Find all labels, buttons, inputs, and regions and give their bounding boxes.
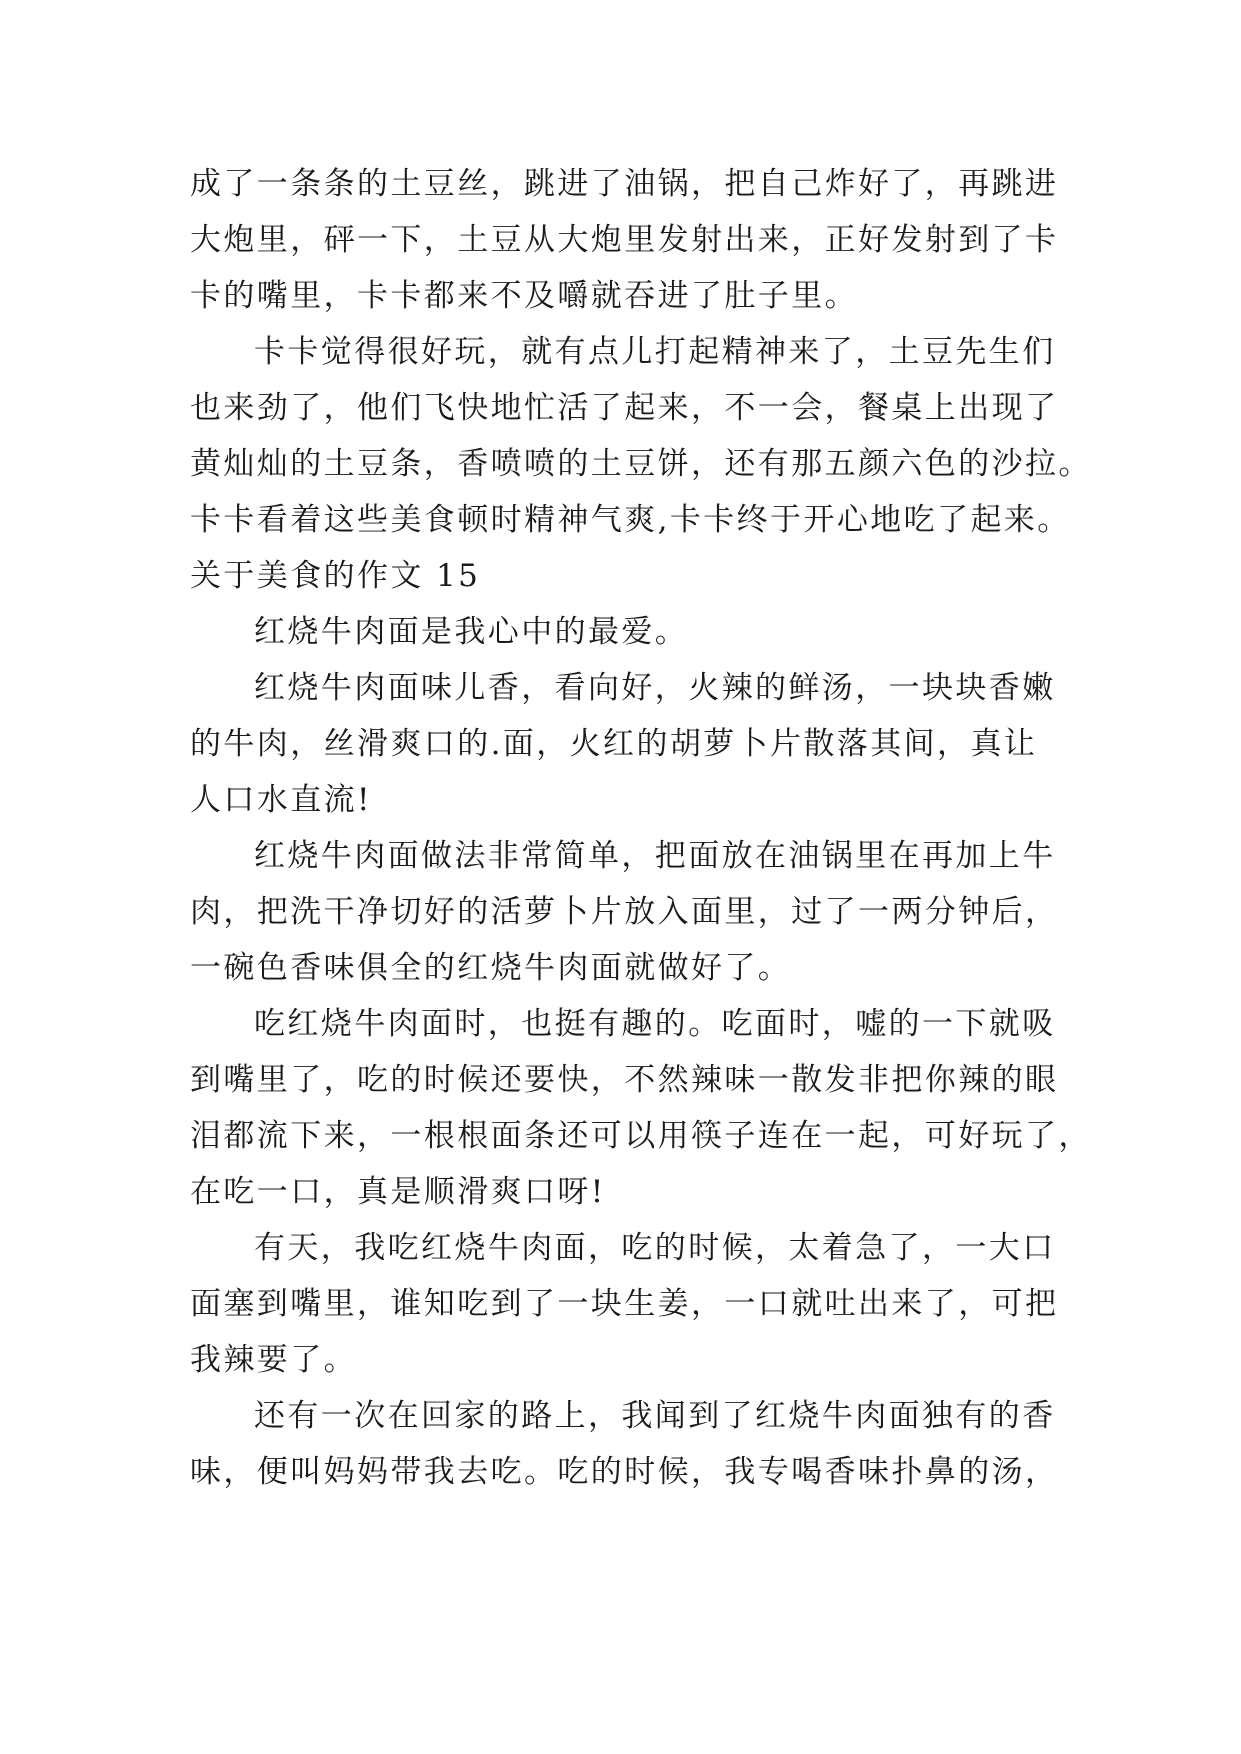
text-line: 卡的嘴里，卡卡都来不及嚼就吞进了肚子里。 <box>190 278 858 314</box>
text-line: 一碗色香味俱全的红烧牛肉面就做好了。 <box>190 950 792 986</box>
section-heading: 关于美食的作文 15 <box>190 558 481 594</box>
text-line: 卡卡看着这些美食顿时精神气爽,卡卡终于开心地吃了起来。 <box>190 502 1071 538</box>
text-line: 也来劲了，他们飞快地忙活了起来，不一会，餐桌上出现了 <box>190 390 1059 426</box>
paragraph-first-line: 红烧牛肉面是我心中的最爱。 <box>254 614 689 650</box>
text-line: 成了一条条的土豆丝，跳进了油锅，把自己炸好了，再跳进 <box>190 166 1059 202</box>
paragraph-first-line: 红烧牛肉面做法非常简单，把面放在油锅里在再加上牛 <box>254 838 1056 874</box>
text-line: 大炮里，砰一下，土豆从大炮里发射出来，正好发射到了卡 <box>190 222 1059 258</box>
text-line: 味，便叫妈妈带我去吃。吃的时候，我专喝香味扑鼻的汤， <box>190 1454 1059 1490</box>
paragraph-first-line: 卡卡觉得很好玩，就有点儿打起精神来了，土豆先生们 <box>254 334 1056 370</box>
text-line: 泪都流下来，一根根面条还可以用筷子连在一起，可好玩了， <box>190 1118 1092 1154</box>
paragraph-first-line: 有天，我吃红烧牛肉面，吃的时候，太着急了，一大口 <box>254 1230 1056 1266</box>
article-body <box>190 156 1092 1500</box>
text-line: 面塞到嘴里，谁知吃到了一块生姜，一口就吐出来了，可把 <box>190 1286 1059 1322</box>
text-line: 黄灿灿的土豆条，香喷喷的土豆饼，还有那五颜六色的沙拉。 <box>190 446 1092 482</box>
text-line: 人口水直流! <box>190 782 372 818</box>
paragraph-first-line: 吃红烧牛肉面时，也挺有趣的。吃面时，嘘的一下就吸 <box>254 1006 1056 1042</box>
paragraph-first-line: 红烧牛肉面味儿香，看向好，火辣的鲜汤，一块块香嫩 <box>254 670 1056 706</box>
text-line: 肉，把洗干净切好的活萝卜片放入面里，过了一两分钟后， <box>190 894 1059 930</box>
text-line: 在吃一口，真是顺滑爽口呀! <box>190 1174 606 1210</box>
paragraph-first-line: 还有一次在回家的路上，我闻到了红烧牛肉面独有的香 <box>254 1398 1056 1434</box>
text-line: 到嘴里了，吃的时候还要快，不然辣味一散发非把你辣的眼 <box>190 1062 1059 1098</box>
text-line: 的牛肉，丝滑爽口的.面，火红的胡萝卜片散落其间，真让 <box>190 726 1038 762</box>
text-line: 我辣要了。 <box>190 1342 357 1378</box>
